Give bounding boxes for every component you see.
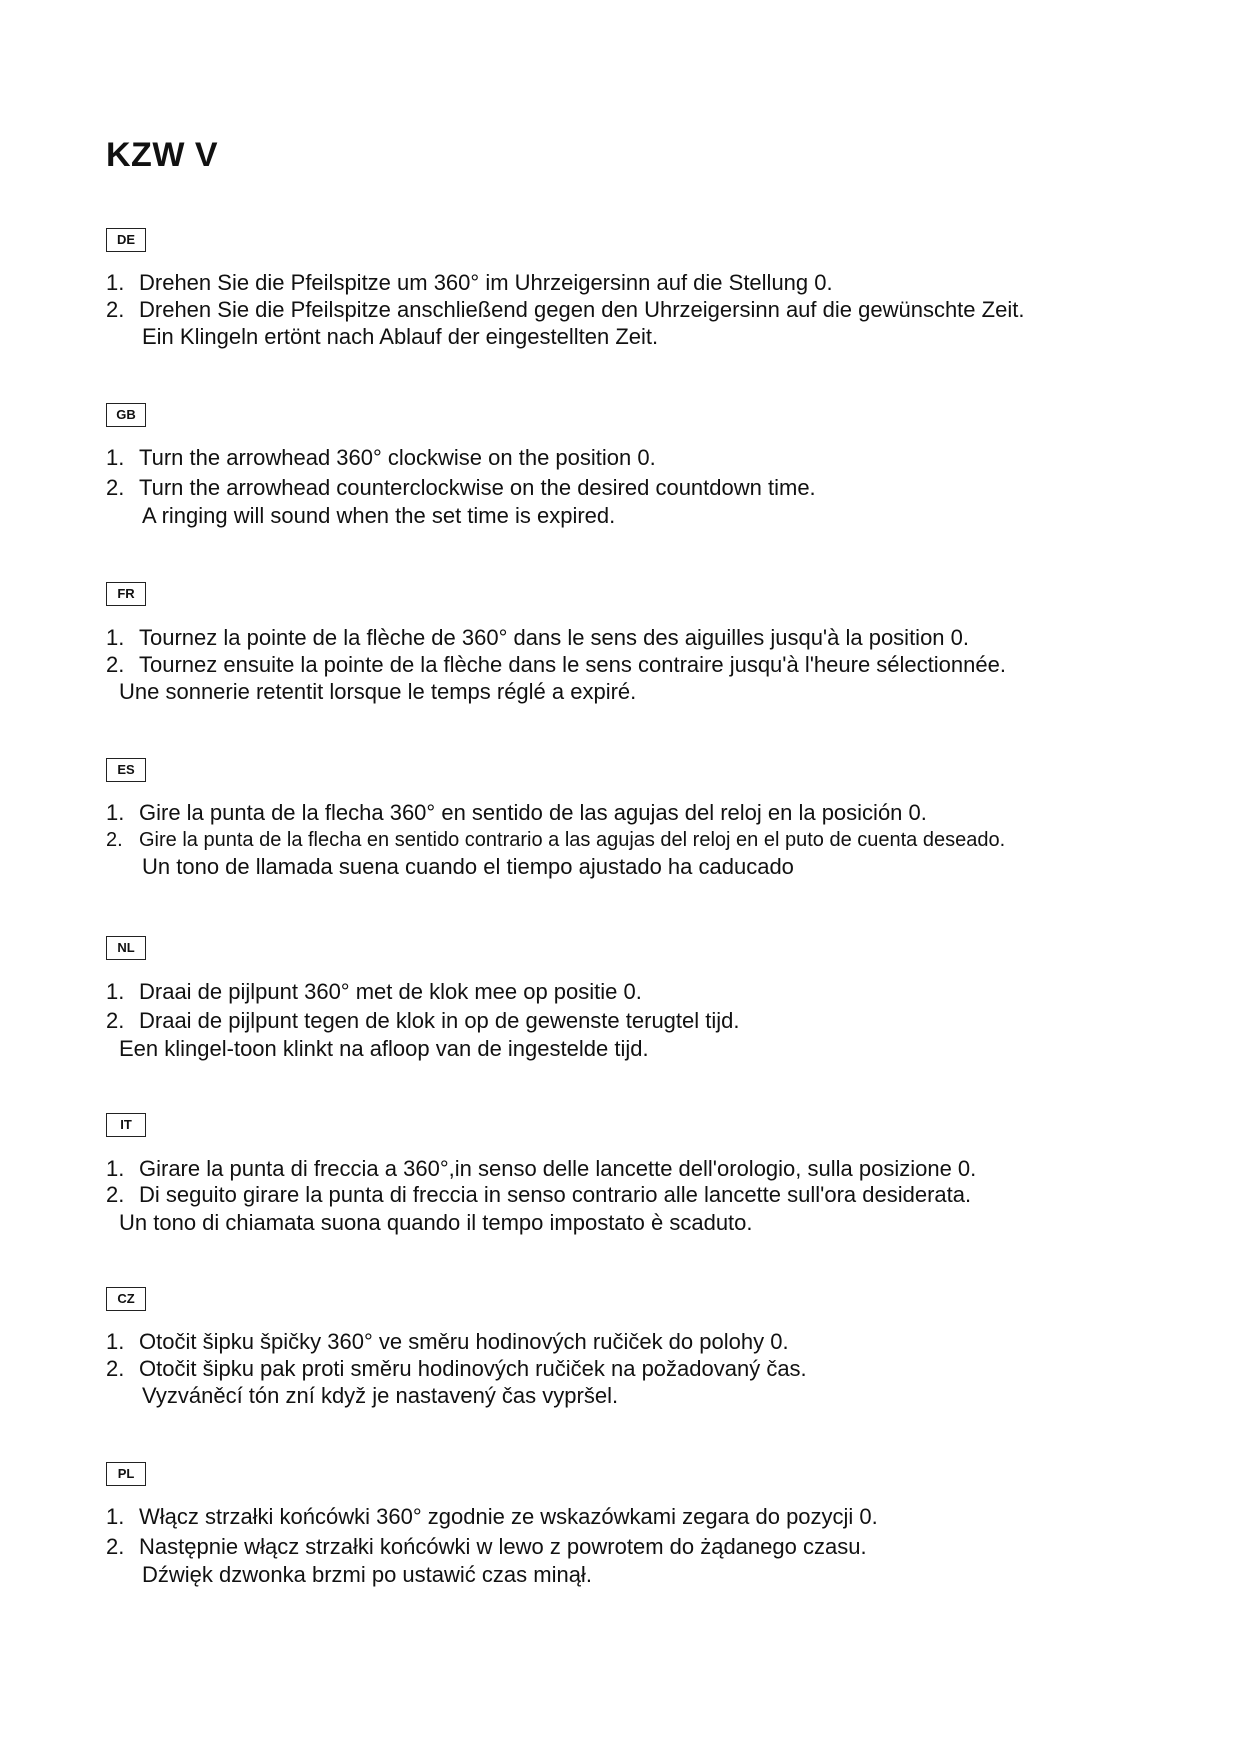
step-1 <box>106 1329 1166 1355</box>
step-2 <box>106 1182 1166 1208</box>
language-badge: IT <box>106 1113 146 1137</box>
step-number: 1. <box>106 979 125 1004</box>
language-badge: NL <box>106 936 146 960</box>
step-number: 2. <box>106 475 125 500</box>
step-number: 2. <box>106 829 123 851</box>
page-title: KZW V <box>106 136 219 174</box>
language-badge: ES <box>106 758 146 782</box>
step-note: Une sonnerie retentit lorsque le temps réglé a expiré. <box>119 679 637 704</box>
step-note: Ein Klingeln ertönt nach Ablauf der eingestellten Zeit. <box>142 324 659 349</box>
step-note: Vyzváněcí tón zní když je nastavený čas vypršel. <box>142 1383 619 1408</box>
step-1 <box>106 625 1166 651</box>
step-text: Turn the arrowhead counterclockwise on the desired countdown time. <box>139 475 816 500</box>
step-text: Gire la punta de la flecha en sentido contrario a las agujas del reloj en el puto de cuenta deseado. <box>139 829 1006 851</box>
step-text: Drehen Sie die Pfeilspitze um 360° im Uhrzeigersinn auf die Stellung 0. <box>139 270 833 295</box>
step-1 <box>106 1504 1166 1530</box>
step-2 <box>106 827 1166 853</box>
section-cz <box>106 1287 1166 1408</box>
step-number: 1. <box>106 1504 125 1529</box>
step-2 <box>106 475 1166 501</box>
step-1 <box>106 270 1166 296</box>
step-text: Otočit šipku pak proti směru hodinových ručiček na požadovaný čas. <box>139 1356 807 1381</box>
step-1 <box>106 445 1166 471</box>
language-badge: PL <box>106 1462 146 1486</box>
step-2 <box>106 652 1166 678</box>
section-es <box>106 758 1166 879</box>
step-1 <box>106 979 1166 1005</box>
section-de <box>106 228 1166 349</box>
step-text: Gire la punta de la flecha 360° en sentido de las agujas del reloj en la posición 0. <box>139 800 927 825</box>
language-badge: DE <box>106 228 146 252</box>
step-text: Drehen Sie die Pfeilspitze anschließend gegen den Uhrzeigersinn auf die gewünschte Zeit. <box>139 297 1025 322</box>
step-note: Dźwięk dzwonka brzmi po ustawić czas minął. <box>142 1562 592 1587</box>
step-number: 2. <box>106 1534 125 1559</box>
step-text: Tournez ensuite la pointe de la flèche dans le sens contraire jusqu'à l'heure sélectionnée. <box>139 652 1006 677</box>
section-fr <box>106 582 1166 704</box>
step-2 <box>106 1008 1166 1034</box>
section-gb <box>106 403 1166 528</box>
step-text: Tournez la pointe de la flèche de 360° dans le sens des aiguilles jusqu'à la position 0. <box>139 625 969 650</box>
language-badge: GB <box>106 403 146 427</box>
step-number: 1. <box>106 445 125 470</box>
step-number: 2. <box>106 1008 125 1033</box>
step-number: 2. <box>106 652 125 677</box>
step-text: Draai de pijlpunt tegen de klok in op de gewenste terugtel tijd. <box>139 1008 740 1033</box>
step-number: 2. <box>106 1356 125 1381</box>
step-text: Turn the arrowhead 360° clockwise on the position 0. <box>139 445 656 470</box>
step-note: Un tono di chiamata suona quando il tempo impostato è scaduto. <box>119 1210 753 1235</box>
step-number: 1. <box>106 270 125 295</box>
step-text: Otočit šipku špičky 360° ve směru hodinových ručiček do polohy 0. <box>139 1329 789 1354</box>
step-number: 1. <box>106 1156 125 1181</box>
step-note: A ringing will sound when the set time is expired. <box>142 503 616 528</box>
step-1 <box>106 1156 1166 1182</box>
step-2 <box>106 297 1166 323</box>
step-number: 1. <box>106 800 125 825</box>
step-text: Włącz strzałki końcówki 360° zgodnie ze wskazówkami zegara do pozycji 0. <box>139 1504 878 1529</box>
step-number: 2. <box>106 297 125 322</box>
step-text: Draai de pijlpunt 360° met de klok mee op positie 0. <box>139 979 642 1004</box>
language-badge: FR <box>106 582 146 606</box>
step-number: 1. <box>106 1329 125 1354</box>
step-note: Un tono de llamada suena cuando el tiempo ajustado ha caducado <box>142 854 794 879</box>
section-pl <box>106 1462 1166 1587</box>
step-2 <box>106 1534 1166 1560</box>
section-it <box>106 1113 1166 1235</box>
step-1 <box>106 800 1166 826</box>
step-text: Di seguito girare la punta di freccia in senso contrario alle lancette sull'ora desiderata. <box>139 1182 972 1207</box>
step-number: 1. <box>106 625 125 650</box>
step-note: Een klingel-toon klinkt na afloop van de ingestelde tijd. <box>119 1036 649 1061</box>
section-nl <box>106 936 1166 1061</box>
step-text: Następnie włącz strzałki końcówki w lewo z powrotem do żądanego czasu. <box>139 1534 867 1559</box>
language-badge: CZ <box>106 1287 146 1311</box>
step-number: 2. <box>106 1182 125 1207</box>
step-text: Girare la punta di freccia a 360°,in senso delle lancette dell'orologio, sulla posizione 0. <box>139 1156 977 1181</box>
step-2 <box>106 1356 1166 1382</box>
